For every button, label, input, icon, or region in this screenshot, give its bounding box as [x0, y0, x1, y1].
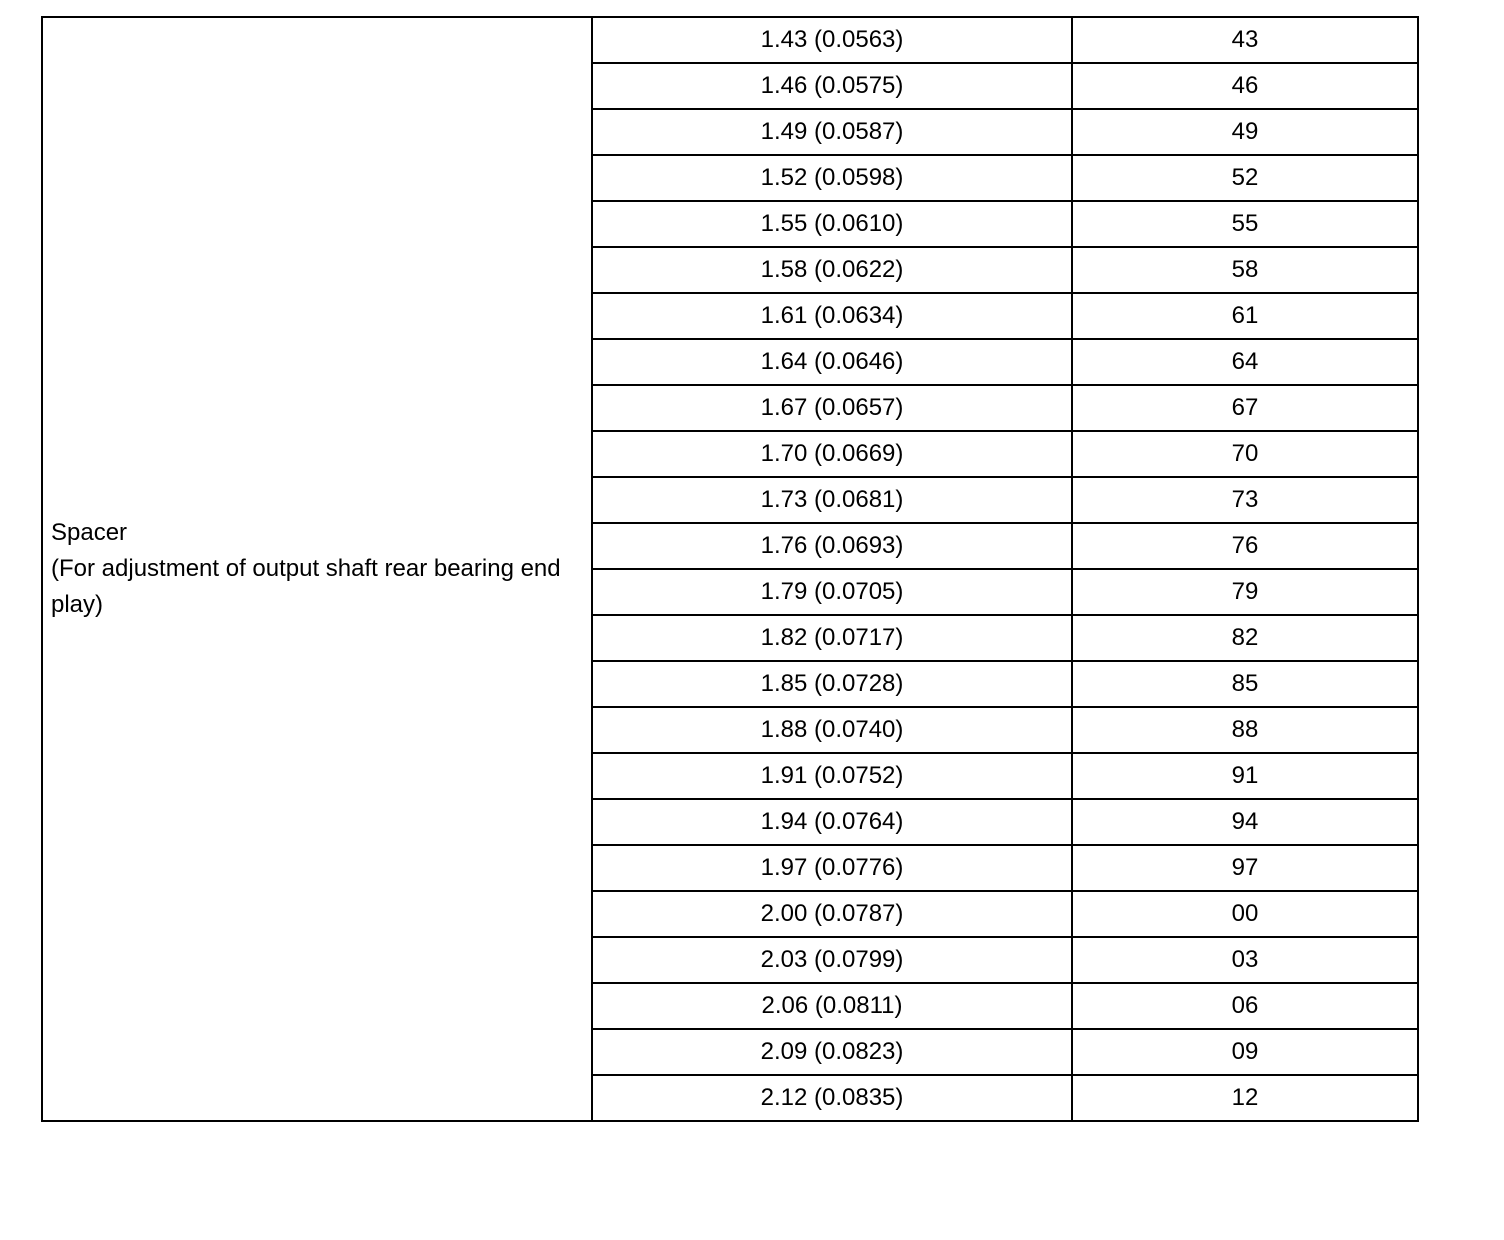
thickness-cell: 2.09 (0.0823) — [592, 1029, 1072, 1075]
thickness-cell: 2.12 (0.0835) — [592, 1075, 1072, 1121]
thickness-cell: 1.82 (0.0717) — [592, 615, 1072, 661]
part-name: Spacer — [51, 519, 128, 546]
mark-cell: 64 — [1072, 339, 1418, 385]
mark-cell: 88 — [1072, 707, 1418, 753]
mark-cell: 12 — [1072, 1075, 1418, 1121]
thickness-cell: 2.06 (0.0811) — [592, 983, 1072, 1029]
thickness-cell: 1.46 (0.0575) — [592, 63, 1072, 109]
mark-cell: 00 — [1072, 891, 1418, 937]
mark-cell: 52 — [1072, 155, 1418, 201]
mark-cell: 85 — [1072, 661, 1418, 707]
mark-cell: 03 — [1072, 937, 1418, 983]
mark-cell: 97 — [1072, 845, 1418, 891]
thickness-cell: 1.61 (0.0634) — [592, 293, 1072, 339]
thickness-cell: 1.97 (0.0776) — [592, 845, 1072, 891]
thickness-cell: 2.03 (0.0799) — [592, 937, 1072, 983]
mark-cell: 73 — [1072, 477, 1418, 523]
mark-cell: 70 — [1072, 431, 1418, 477]
thickness-cell: 1.49 (0.0587) — [592, 109, 1072, 155]
thickness-cell: 1.79 (0.0705) — [592, 569, 1072, 615]
mark-cell: 82 — [1072, 615, 1418, 661]
mark-cell: 09 — [1072, 1029, 1418, 1075]
mark-cell: 55 — [1072, 201, 1418, 247]
mark-cell: 49 — [1072, 109, 1418, 155]
mark-cell: 06 — [1072, 983, 1418, 1029]
mark-cell: 61 — [1072, 293, 1418, 339]
thickness-cell: 1.58 (0.0622) — [592, 247, 1072, 293]
table-row — [42, 17, 1418, 63]
thickness-cell: 1.88 (0.0740) — [592, 707, 1072, 753]
thickness-cell: 1.76 (0.0693) — [592, 523, 1072, 569]
mark-cell: 76 — [1072, 523, 1418, 569]
thickness-cell: 1.64 (0.0646) — [592, 339, 1072, 385]
part-note: (For adjustment of output shaft rear bearing end play) — [51, 555, 561, 618]
mark-cell: 79 — [1072, 569, 1418, 615]
thickness-cell: 1.43 (0.0563) — [592, 17, 1072, 63]
thickness-cell: 1.52 (0.0598) — [592, 155, 1072, 201]
spec-table-body — [42, 17, 1418, 1121]
thickness-cell: 1.73 (0.0681) — [592, 477, 1072, 523]
thickness-cell: 1.70 (0.0669) — [592, 431, 1072, 477]
mark-cell: 94 — [1072, 799, 1418, 845]
spacer-spec-table — [41, 16, 1419, 1122]
mark-cell: 91 — [1072, 753, 1418, 799]
mark-cell: 46 — [1072, 63, 1418, 109]
thickness-cell: 1.85 (0.0728) — [592, 661, 1072, 707]
thickness-cell: 1.67 (0.0657) — [592, 385, 1072, 431]
mark-cell: 58 — [1072, 247, 1418, 293]
mark-cell: 43 — [1072, 17, 1418, 63]
mark-cell: 67 — [1072, 385, 1418, 431]
part-description-cell — [42, 17, 592, 1121]
thickness-cell: 2.00 (0.0787) — [592, 891, 1072, 937]
thickness-cell: 1.91 (0.0752) — [592, 753, 1072, 799]
thickness-cell: 1.55 (0.0610) — [592, 201, 1072, 247]
thickness-cell: 1.94 (0.0764) — [592, 799, 1072, 845]
